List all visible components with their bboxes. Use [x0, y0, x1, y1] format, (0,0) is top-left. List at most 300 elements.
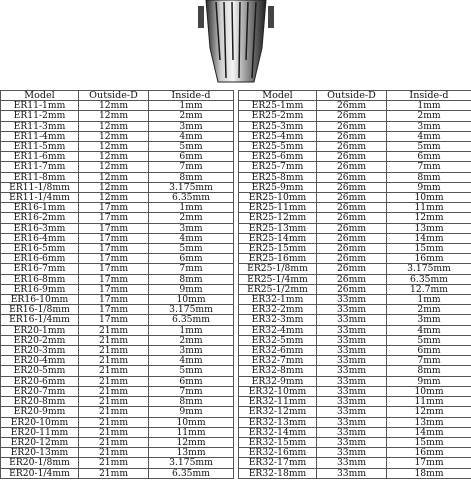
cell-outside-d: 26mm: [317, 172, 387, 182]
cell-inside-d: 5mm: [149, 142, 234, 152]
table-row: [239, 417, 471, 427]
cell-model: ER20-13mm: [1, 448, 79, 458]
cell-inside-d: 4mm: [387, 131, 471, 141]
cell-model: ER25-1/8mm: [239, 264, 317, 274]
header-outside-d: Outside-D: [79, 91, 149, 101]
cell-model: ER11-1/8mm: [1, 182, 79, 192]
cell-outside-d: 21mm: [79, 407, 149, 417]
cell-inside-d: 15mm: [387, 244, 471, 254]
cell-outside-d: 33mm: [317, 356, 387, 366]
cell-model: ER16-1mm: [1, 203, 79, 213]
cell-model: ER32-7mm: [239, 356, 317, 366]
cell-model: ER20-10mm: [1, 417, 79, 427]
table-row: [1, 213, 234, 223]
cell-model: ER25-2mm: [239, 111, 317, 121]
table-row: [239, 254, 471, 264]
cell-inside-d: 9mm: [387, 376, 471, 386]
table-row: [1, 366, 234, 376]
cell-outside-d: 21mm: [79, 325, 149, 335]
header-model: Model: [1, 91, 79, 101]
cell-inside-d: 9mm: [149, 407, 234, 417]
cell-model: ER25-10mm: [239, 193, 317, 203]
cell-inside-d: 6mm: [149, 254, 234, 264]
cell-inside-d: 6.35mm: [149, 193, 234, 203]
header-model: Model: [239, 91, 317, 101]
cell-inside-d: 8mm: [149, 274, 234, 284]
table-row: [239, 121, 471, 131]
table-row: [1, 152, 234, 162]
cell-outside-d: 12mm: [79, 131, 149, 141]
table-row: [239, 233, 471, 243]
cell-outside-d: 26mm: [317, 142, 387, 152]
cell-outside-d: 21mm: [79, 458, 149, 468]
cell-outside-d: 12mm: [79, 111, 149, 121]
cell-model: ER32-6mm: [239, 346, 317, 356]
cell-inside-d: 7mm: [149, 162, 234, 172]
cell-inside-d: 8mm: [387, 172, 471, 182]
cell-inside-d: 12mm: [387, 213, 471, 223]
cell-outside-d: 21mm: [79, 417, 149, 427]
cell-inside-d: 4mm: [149, 233, 234, 243]
cell-inside-d: 1mm: [387, 101, 471, 111]
cell-inside-d: 6mm: [149, 152, 234, 162]
cell-inside-d: 6.35mm: [387, 274, 471, 284]
cell-model: ER16-1/8mm: [1, 305, 79, 315]
table-row: [1, 284, 234, 294]
cell-outside-d: 17mm: [79, 213, 149, 223]
cell-inside-d: 7mm: [149, 264, 234, 274]
cell-inside-d: 11mm: [387, 203, 471, 213]
cell-inside-d: 10mm: [149, 417, 234, 427]
cell-model: ER11-3mm: [1, 121, 79, 131]
cell-model: ER32-3mm: [239, 315, 317, 325]
cell-inside-d: 1mm: [149, 325, 234, 335]
cell-outside-d: 26mm: [317, 152, 387, 162]
cell-inside-d: 13mm: [149, 448, 234, 458]
table-row: [239, 427, 471, 437]
cell-model: ER25-7mm: [239, 162, 317, 172]
cell-outside-d: 26mm: [317, 203, 387, 213]
cell-outside-d: 33mm: [317, 427, 387, 437]
cell-inside-d: 3.175mm: [149, 305, 234, 315]
cell-inside-d: 8mm: [149, 397, 234, 407]
cell-outside-d: 21mm: [79, 448, 149, 458]
table-row: [1, 244, 234, 254]
table-row: [1, 305, 234, 315]
cell-model: ER20-8mm: [1, 397, 79, 407]
table-row: [239, 223, 471, 233]
cell-model: ER32-4mm: [239, 325, 317, 335]
cell-inside-d: 4mm: [387, 325, 471, 335]
cell-outside-d: 26mm: [317, 223, 387, 233]
table-row: [239, 162, 471, 172]
cell-model: ER20-3mm: [1, 346, 79, 356]
table-row: [1, 356, 234, 366]
cell-model: ER32-13mm: [239, 417, 317, 427]
cell-outside-d: 26mm: [317, 254, 387, 264]
table-row: [239, 376, 471, 386]
cell-model: ER16-4mm: [1, 233, 79, 243]
cell-inside-d: 13mm: [387, 417, 471, 427]
cell-outside-d: 17mm: [79, 305, 149, 315]
collet-photo: [196, 0, 276, 86]
table-row: [239, 407, 471, 417]
cell-model: ER25-16mm: [239, 254, 317, 264]
table-row: [1, 233, 234, 243]
table-row: [239, 172, 471, 182]
cell-outside-d: 33mm: [317, 448, 387, 458]
table-row: [1, 346, 234, 356]
cell-inside-d: 2mm: [387, 111, 471, 121]
cell-outside-d: 33mm: [317, 315, 387, 325]
cell-inside-d: 2mm: [387, 305, 471, 315]
cell-model: ER32-16mm: [239, 448, 317, 458]
cell-inside-d: 3mm: [387, 315, 471, 325]
table-row: [1, 264, 234, 274]
cell-inside-d: 4mm: [149, 131, 234, 141]
spec-table-right: [238, 90, 471, 479]
cell-outside-d: 12mm: [79, 162, 149, 172]
cell-model: ER25-11mm: [239, 203, 317, 213]
cell-outside-d: 26mm: [317, 233, 387, 243]
table-row: [239, 458, 471, 468]
cell-outside-d: 17mm: [79, 203, 149, 213]
cell-outside-d: 21mm: [79, 346, 149, 356]
cell-inside-d: 6mm: [387, 152, 471, 162]
cell-model: ER32-11mm: [239, 397, 317, 407]
cell-model: ER25-1/2mm: [239, 284, 317, 294]
cell-outside-d: 26mm: [317, 162, 387, 172]
cell-model: ER16-3mm: [1, 223, 79, 233]
cell-model: ER11-7mm: [1, 162, 79, 172]
cell-inside-d: 7mm: [387, 162, 471, 172]
cell-model: ER11-6mm: [1, 152, 79, 162]
table-row: [1, 182, 234, 192]
cell-model: ER20-4mm: [1, 356, 79, 366]
cell-model: ER20-7mm: [1, 386, 79, 396]
cell-outside-d: 26mm: [317, 264, 387, 274]
cell-inside-d: 3.175mm: [149, 182, 234, 192]
table-row: [239, 305, 471, 315]
cell-model: ER20-11mm: [1, 427, 79, 437]
table-row: [239, 101, 471, 111]
cell-model: ER16-6mm: [1, 254, 79, 264]
cell-model: ER25-15mm: [239, 244, 317, 254]
cell-outside-d: 33mm: [317, 468, 387, 478]
cell-model: ER20-2mm: [1, 335, 79, 345]
table-row: [239, 346, 471, 356]
cell-model: ER16-9mm: [1, 284, 79, 294]
cell-inside-d: 15mm: [387, 437, 471, 447]
table-row: [239, 468, 471, 478]
header-inside-d: Inside-d: [387, 91, 471, 101]
cell-model: ER25-5mm: [239, 142, 317, 152]
cell-inside-d: 3.175mm: [387, 264, 471, 274]
table-row: [239, 274, 471, 284]
cell-inside-d: 2mm: [149, 335, 234, 345]
table-row: [239, 193, 471, 203]
table-row: [1, 101, 234, 111]
cell-model: ER11-5mm: [1, 142, 79, 152]
table-row: [239, 386, 471, 396]
table-row: [239, 284, 471, 294]
cell-outside-d: 12mm: [79, 101, 149, 111]
header-inside-d: Inside-d: [149, 91, 234, 101]
cell-model: ER25-6mm: [239, 152, 317, 162]
table-row: [1, 223, 234, 233]
cell-outside-d: 21mm: [79, 427, 149, 437]
cell-inside-d: 7mm: [149, 386, 234, 396]
table-header-row: [239, 91, 471, 101]
table-row: [239, 295, 471, 305]
cell-outside-d: 21mm: [79, 356, 149, 366]
table-row: [1, 172, 234, 182]
table-row: [239, 213, 471, 223]
spec-table-left: [0, 90, 234, 479]
table-row: [1, 111, 234, 121]
table-row: [239, 356, 471, 366]
cell-inside-d: 6mm: [149, 376, 234, 386]
table-row: [1, 121, 234, 131]
table-row: [239, 315, 471, 325]
cell-outside-d: 26mm: [317, 284, 387, 294]
table-row: [1, 448, 234, 458]
table-row: [1, 142, 234, 152]
cell-model: ER25-1mm: [239, 101, 317, 111]
cell-outside-d: 17mm: [79, 233, 149, 243]
cell-outside-d: 33mm: [317, 437, 387, 447]
cell-model: ER16-10mm: [1, 295, 79, 305]
cell-model: ER32-8mm: [239, 366, 317, 376]
table-header-row: [1, 91, 234, 101]
cell-model: ER20-9mm: [1, 407, 79, 417]
cell-inside-d: 14mm: [387, 427, 471, 437]
cell-model: ER25-8mm: [239, 172, 317, 182]
cell-outside-d: 26mm: [317, 111, 387, 121]
cell-outside-d: 21mm: [79, 366, 149, 376]
cell-model: ER25-9mm: [239, 182, 317, 192]
cell-inside-d: 2mm: [149, 213, 234, 223]
table-row: [239, 325, 471, 335]
cell-inside-d: 3mm: [149, 346, 234, 356]
cell-outside-d: 17mm: [79, 244, 149, 254]
cell-outside-d: 33mm: [317, 376, 387, 386]
cell-model: ER32-5mm: [239, 335, 317, 345]
table-row: [239, 142, 471, 152]
cell-outside-d: 21mm: [79, 376, 149, 386]
table-body-right: [239, 101, 471, 479]
cell-outside-d: 26mm: [317, 274, 387, 284]
cell-outside-d: 12mm: [79, 121, 149, 131]
cell-inside-d: 3mm: [387, 121, 471, 131]
cell-model: ER16-5mm: [1, 244, 79, 254]
cell-outside-d: 33mm: [317, 366, 387, 376]
table-row: [1, 193, 234, 203]
cell-inside-d: 12mm: [149, 437, 234, 447]
cell-model: ER32-10mm: [239, 386, 317, 396]
cell-outside-d: 33mm: [317, 346, 387, 356]
cell-inside-d: 12mm: [387, 407, 471, 417]
cell-inside-d: 3.175mm: [149, 458, 234, 468]
cell-outside-d: 26mm: [317, 121, 387, 131]
table-row: [239, 111, 471, 121]
cell-inside-d: 12.7mm: [387, 284, 471, 294]
cell-outside-d: 21mm: [79, 386, 149, 396]
cell-inside-d: 5mm: [149, 244, 234, 254]
cell-outside-d: 17mm: [79, 315, 149, 325]
cell-model: ER32-18mm: [239, 468, 317, 478]
table-row: [239, 335, 471, 345]
cell-model: ER25-1/4mm: [239, 274, 317, 284]
cell-model: ER20-1/8mm: [1, 458, 79, 468]
cell-model: ER32-1mm: [239, 295, 317, 305]
cell-model: ER11-8mm: [1, 172, 79, 182]
cell-outside-d: 26mm: [317, 193, 387, 203]
table-row: [239, 182, 471, 192]
table-row: [1, 427, 234, 437]
table-row: [1, 131, 234, 141]
table-row: [239, 397, 471, 407]
cell-inside-d: 5mm: [387, 142, 471, 152]
cell-inside-d: 1mm: [149, 101, 234, 111]
cell-inside-d: 9mm: [149, 284, 234, 294]
cell-model: ER16-1/4mm: [1, 315, 79, 325]
cell-inside-d: 1mm: [149, 203, 234, 213]
cell-outside-d: 21mm: [79, 335, 149, 345]
table-row: [1, 407, 234, 417]
cell-inside-d: 18mm: [387, 468, 471, 478]
table-row: [239, 131, 471, 141]
cell-inside-d: 3mm: [149, 223, 234, 233]
cell-model: ER25-4mm: [239, 131, 317, 141]
cell-model: ER20-1mm: [1, 325, 79, 335]
table-row: [1, 335, 234, 345]
cell-inside-d: 8mm: [387, 366, 471, 376]
cell-model: ER32-15mm: [239, 437, 317, 447]
table-row: [239, 244, 471, 254]
cell-outside-d: 26mm: [317, 244, 387, 254]
cell-model: ER16-7mm: [1, 264, 79, 274]
cell-outside-d: 17mm: [79, 274, 149, 284]
cell-outside-d: 33mm: [317, 397, 387, 407]
cell-outside-d: 17mm: [79, 295, 149, 305]
cell-inside-d: 6.35mm: [149, 315, 234, 325]
cell-outside-d: 17mm: [79, 223, 149, 233]
table-row: [1, 162, 234, 172]
cell-outside-d: 33mm: [317, 325, 387, 335]
header-outside-d: Outside-D: [317, 91, 387, 101]
table-row: [239, 366, 471, 376]
cell-model: ER32-17mm: [239, 458, 317, 468]
cell-inside-d: 3mm: [149, 121, 234, 131]
cell-inside-d: 14mm: [387, 233, 471, 243]
cell-outside-d: 26mm: [317, 101, 387, 111]
cell-model: ER11-1/4mm: [1, 193, 79, 203]
cell-inside-d: 9mm: [387, 182, 471, 192]
cell-model: ER11-2mm: [1, 111, 79, 121]
cell-outside-d: 33mm: [317, 335, 387, 345]
cell-model: ER32-14mm: [239, 427, 317, 437]
table-row: [1, 386, 234, 396]
cell-inside-d: 16mm: [387, 254, 471, 264]
cell-outside-d: 21mm: [79, 397, 149, 407]
cell-model: ER20-12mm: [1, 437, 79, 447]
cell-outside-d: 33mm: [317, 386, 387, 396]
cell-outside-d: 33mm: [317, 407, 387, 417]
cell-inside-d: 17mm: [387, 458, 471, 468]
cell-outside-d: 17mm: [79, 254, 149, 264]
table-row: [1, 376, 234, 386]
cell-inside-d: 13mm: [387, 223, 471, 233]
cell-outside-d: 33mm: [317, 417, 387, 427]
table-body-left: [1, 101, 234, 479]
cell-outside-d: 17mm: [79, 264, 149, 274]
cell-inside-d: 5mm: [149, 366, 234, 376]
cell-model: ER32-9mm: [239, 376, 317, 386]
cell-inside-d: 10mm: [387, 386, 471, 396]
cell-outside-d: 26mm: [317, 131, 387, 141]
cell-outside-d: 33mm: [317, 295, 387, 305]
cell-inside-d: 11mm: [387, 397, 471, 407]
cell-model: ER20-6mm: [1, 376, 79, 386]
table-row: [1, 315, 234, 325]
table-row: [1, 325, 234, 335]
cell-model: ER25-12mm: [239, 213, 317, 223]
table-row: [1, 437, 234, 447]
cell-outside-d: 12mm: [79, 182, 149, 192]
table-row: [1, 203, 234, 213]
table-row: [239, 264, 471, 274]
table-row: [239, 437, 471, 447]
cell-outside-d: 21mm: [79, 468, 149, 478]
cell-model: ER25-13mm: [239, 223, 317, 233]
cell-model: ER16-8mm: [1, 274, 79, 284]
cell-inside-d: 10mm: [149, 295, 234, 305]
table-row: [239, 203, 471, 213]
cell-outside-d: 26mm: [317, 213, 387, 223]
table-row: [239, 152, 471, 162]
cell-inside-d: 4mm: [149, 356, 234, 366]
cell-outside-d: 33mm: [317, 305, 387, 315]
cell-inside-d: 11mm: [149, 427, 234, 437]
cell-model: ER20-5mm: [1, 366, 79, 376]
cell-model: ER11-1mm: [1, 101, 79, 111]
table-row: [1, 254, 234, 264]
table-row: [1, 417, 234, 427]
cell-inside-d: 6.35mm: [149, 468, 234, 478]
cell-inside-d: 1mm: [387, 295, 471, 305]
cell-model: ER25-14mm: [239, 233, 317, 243]
cell-outside-d: 21mm: [79, 437, 149, 447]
cell-model: ER32-12mm: [239, 407, 317, 417]
cell-outside-d: 12mm: [79, 193, 149, 203]
cell-model: ER20-1/4mm: [1, 468, 79, 478]
cell-outside-d: 17mm: [79, 284, 149, 294]
cell-inside-d: 7mm: [387, 356, 471, 366]
cell-outside-d: 12mm: [79, 142, 149, 152]
table-row: [1, 468, 234, 478]
table-row: [239, 448, 471, 458]
table-row: [1, 458, 234, 468]
cell-inside-d: 5mm: [387, 335, 471, 345]
table-row: [1, 397, 234, 407]
cell-outside-d: 26mm: [317, 182, 387, 192]
table-row: [1, 274, 234, 284]
cell-model: ER11-4mm: [1, 131, 79, 141]
cell-outside-d: 33mm: [317, 458, 387, 468]
cell-model: ER16-2mm: [1, 213, 79, 223]
cell-inside-d: 16mm: [387, 448, 471, 458]
